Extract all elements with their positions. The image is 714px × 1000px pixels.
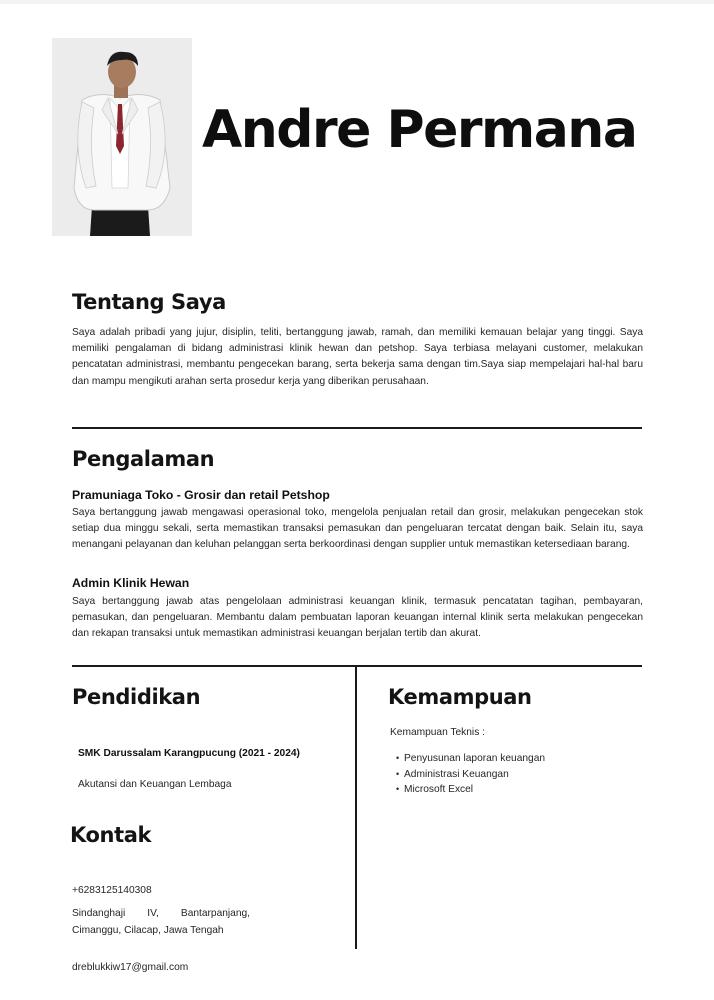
skills-heading: Kemampuan: [388, 685, 532, 709]
person-photo-illustration: [52, 38, 192, 236]
contact-phone: +6283125140308: [72, 885, 152, 896]
list-item: [396, 782, 545, 798]
contact-address: Sindanghaji IV, Bantarpanjang, Cimanggu, Cilacap, Jawa Tengah: [72, 908, 250, 936]
education-heading: Pendidikan: [72, 685, 201, 709]
bullet-icon: •: [396, 784, 400, 794]
education-school: SMK Darussalam Karangpucung (2021 - 2024): [78, 748, 300, 759]
profile-photo: [52, 38, 192, 236]
job-description: Saya bertanggung jawab mengawasi operasional toko, mengelola penjualan retail dan grosir, melakukan pengecekan stok setiap dua minggu sekali, serta memastikan transaksi pemasukan dan pengeluaran tercatat dengan baik. Selain itu, saya menangani pelayanan dan keluhan pelanggan serta berkoordinasi dengan supplier untuk memastikan ketersediaan barang.: [72, 507, 643, 551]
list-item: [396, 751, 545, 767]
candidate-name: Andre Permana: [202, 100, 637, 160]
bullet-icon: •: [396, 753, 400, 763]
job-description: Saya bertanggung jawab atas pengelolaan administrasi keuangan klinik, termasuk pencatatan tagihan, pembayaran, pemasukan, dan pengeluaran. Membantu dalam pembuatan laporan keuangan internal klinik serta melakukan pengecekan dan rekapan transaksi untuk memastikan administrasi keuangan berjalan tertib dan akurat.: [72, 596, 643, 640]
education-major: Akutansi dan Keuangan Lembaga: [78, 779, 232, 790]
skill-label: Administrasi Keuangan: [404, 768, 509, 780]
job-title: Pramuniaga Toko - Grosir dan retail Petshop: [72, 488, 330, 502]
cv-page: [0, 4, 714, 1000]
experience-heading: Pengalaman: [72, 447, 215, 471]
about-text: Saya adalah pribadi yang jujur, disiplin, teliti, bertanggung jawab, ramah, dan memiliki kemauan belajar yang tinggi. Saya memiliki pengalaman di bidang administrasi klinik hewan dan petshop. Saya terbiasa melayani customer, melakukan pencatatan administrasi, membantu pengecekan barang, serta bekerja sama dengan tim.Saya siap mempelajari hal-hal baru dan mampu mengikuti arahan serta prosedur kerja yang diberikan perusahaan.: [72, 327, 643, 387]
contact-email: dreblukkiw17@gmail.com: [72, 962, 189, 973]
skills-label: Kemampuan Teknis :: [390, 727, 485, 738]
about-heading: Tentang Saya: [72, 290, 226, 314]
skills-list: [396, 751, 545, 798]
job-title: Admin Klinik Hewan: [72, 576, 190, 590]
contact-heading: Kontak: [70, 823, 152, 847]
section-divider: [72, 427, 642, 429]
skill-label: Penyusunan laporan keuangan: [404, 753, 546, 764]
column-divider: [355, 667, 357, 949]
section-divider: [72, 665, 642, 667]
bullet-icon: •: [396, 768, 400, 779]
list-item: [396, 767, 545, 783]
skill-label: Microsoft Excel: [404, 784, 474, 795]
